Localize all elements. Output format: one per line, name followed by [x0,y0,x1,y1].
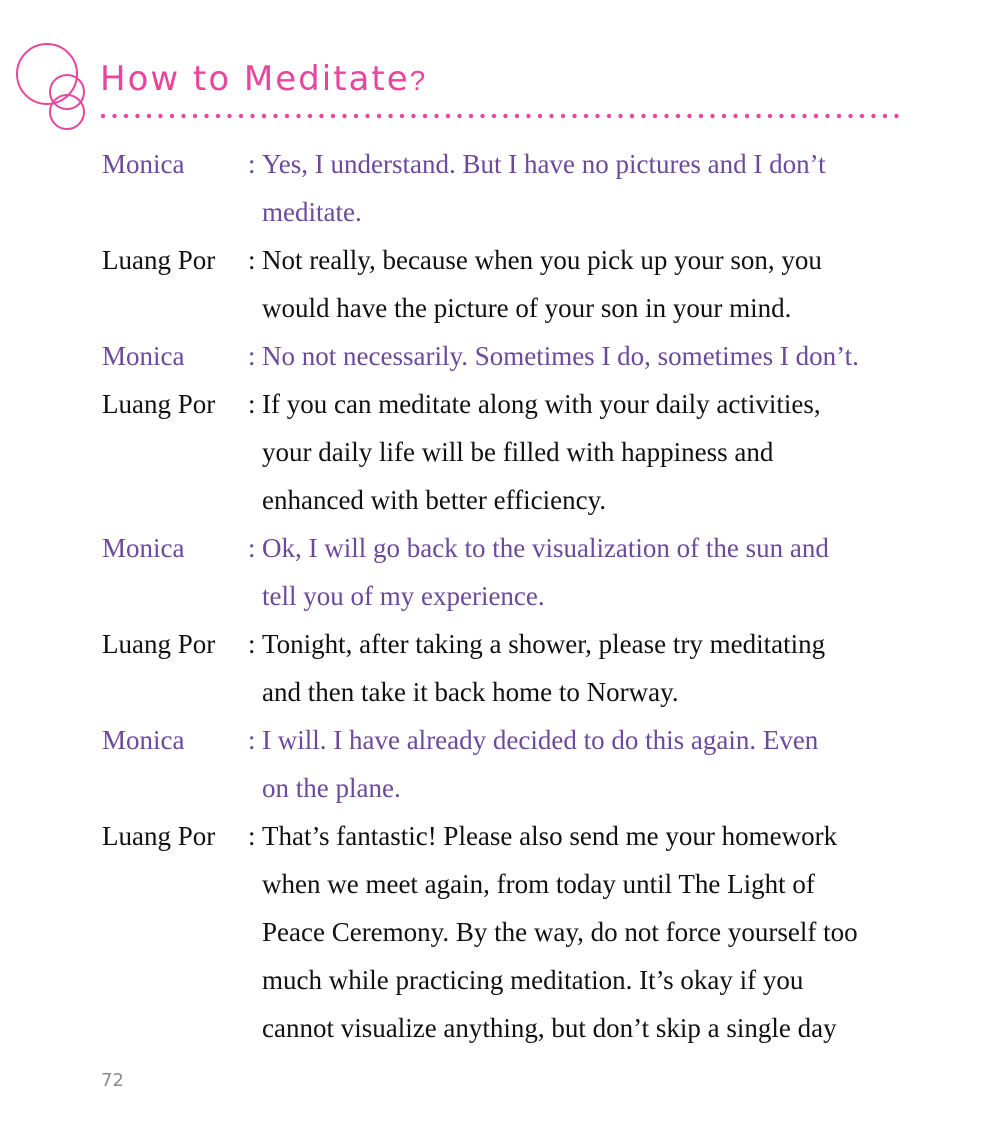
speaker-name: Monica [102,725,185,755]
speech-text [262,380,912,524]
speaker-colon: : [248,725,256,755]
speech-text [262,332,912,380]
page-number: 72 [101,1070,124,1091]
speech-line: enhanced with better efficiency. [262,485,607,515]
speech-line: your daily life will be filled with happiness and [262,437,774,467]
dialogue-entry [102,236,912,332]
dialogue-entry [102,716,912,812]
speech-line: would have the picture of your son in your mind. [262,293,792,323]
speaker-colon: : [248,341,256,371]
speaker-name: Monica [102,149,185,179]
speech-text [262,524,912,620]
dialogue-entry [102,620,912,716]
speech-line: tell you of my experience. [262,581,545,611]
dialogue-entry [102,380,912,524]
page-title-text: How to Meditate [100,59,410,99]
page-title-question-mark: ? [409,65,426,96]
speaker-name: Monica [102,341,185,371]
speaker-name: Luang Por [102,245,216,275]
speaker-colon: : [248,533,256,563]
speaker-name: Monica [102,533,185,563]
page-title [100,59,426,99]
speech-line: Peace Ceremony. By the way, do not force yourself too [262,917,858,947]
speech-line: Yes, I understand. But I have no pictures and I don’t [262,149,826,179]
speech-text [262,716,912,812]
speech-line: I will. I have already decided to do this again. Even [262,725,819,755]
speech-line: and then take it back home to Norway. [262,677,679,707]
dialogue [102,140,912,1052]
speech-line: much while practicing meditation. It’s okay if you [262,965,804,995]
speaker-colon: : [248,821,256,851]
speech-line: meditate. [262,197,362,227]
speaker-colon: : [248,389,256,419]
speech-text [262,236,912,332]
speech-line: No not necessarily. Sometimes I do, sometimes I don’t. [262,341,859,371]
speech-line: Ok, I will go back to the visualization of the sun and [262,533,829,563]
speech-line: on the plane. [262,773,401,803]
speaker-colon: : [248,629,256,659]
speech-line: Not really, because when you pick up your son, you [262,245,822,275]
dialogue-entry [102,812,912,1052]
speaker-name: Luang Por [102,389,216,419]
speech-text [262,620,912,716]
speaker-name: Luang Por [102,821,216,851]
speech-text [262,140,912,236]
dotted-divider [100,112,900,120]
speech-line: cannot visualize anything, but don’t skip a single day [262,1013,837,1043]
circles-logo-icon [12,40,92,135]
speech-line: If you can meditate along with your daily activities, [262,389,821,419]
speech-text [262,812,912,1052]
dialogue-entry [102,140,912,236]
speech-line: Tonight, after taking a shower, please try meditating [262,629,826,659]
dialogue-entry [102,524,912,620]
speaker-name: Luang Por [102,629,216,659]
speech-line: That’s fantastic! Please also send me your homework [262,821,838,851]
speaker-colon: : [248,149,256,179]
speaker-colon: : [248,245,256,275]
speech-line: when we meet again, from today until The Light of [262,869,815,899]
dialogue-entry [102,332,912,380]
